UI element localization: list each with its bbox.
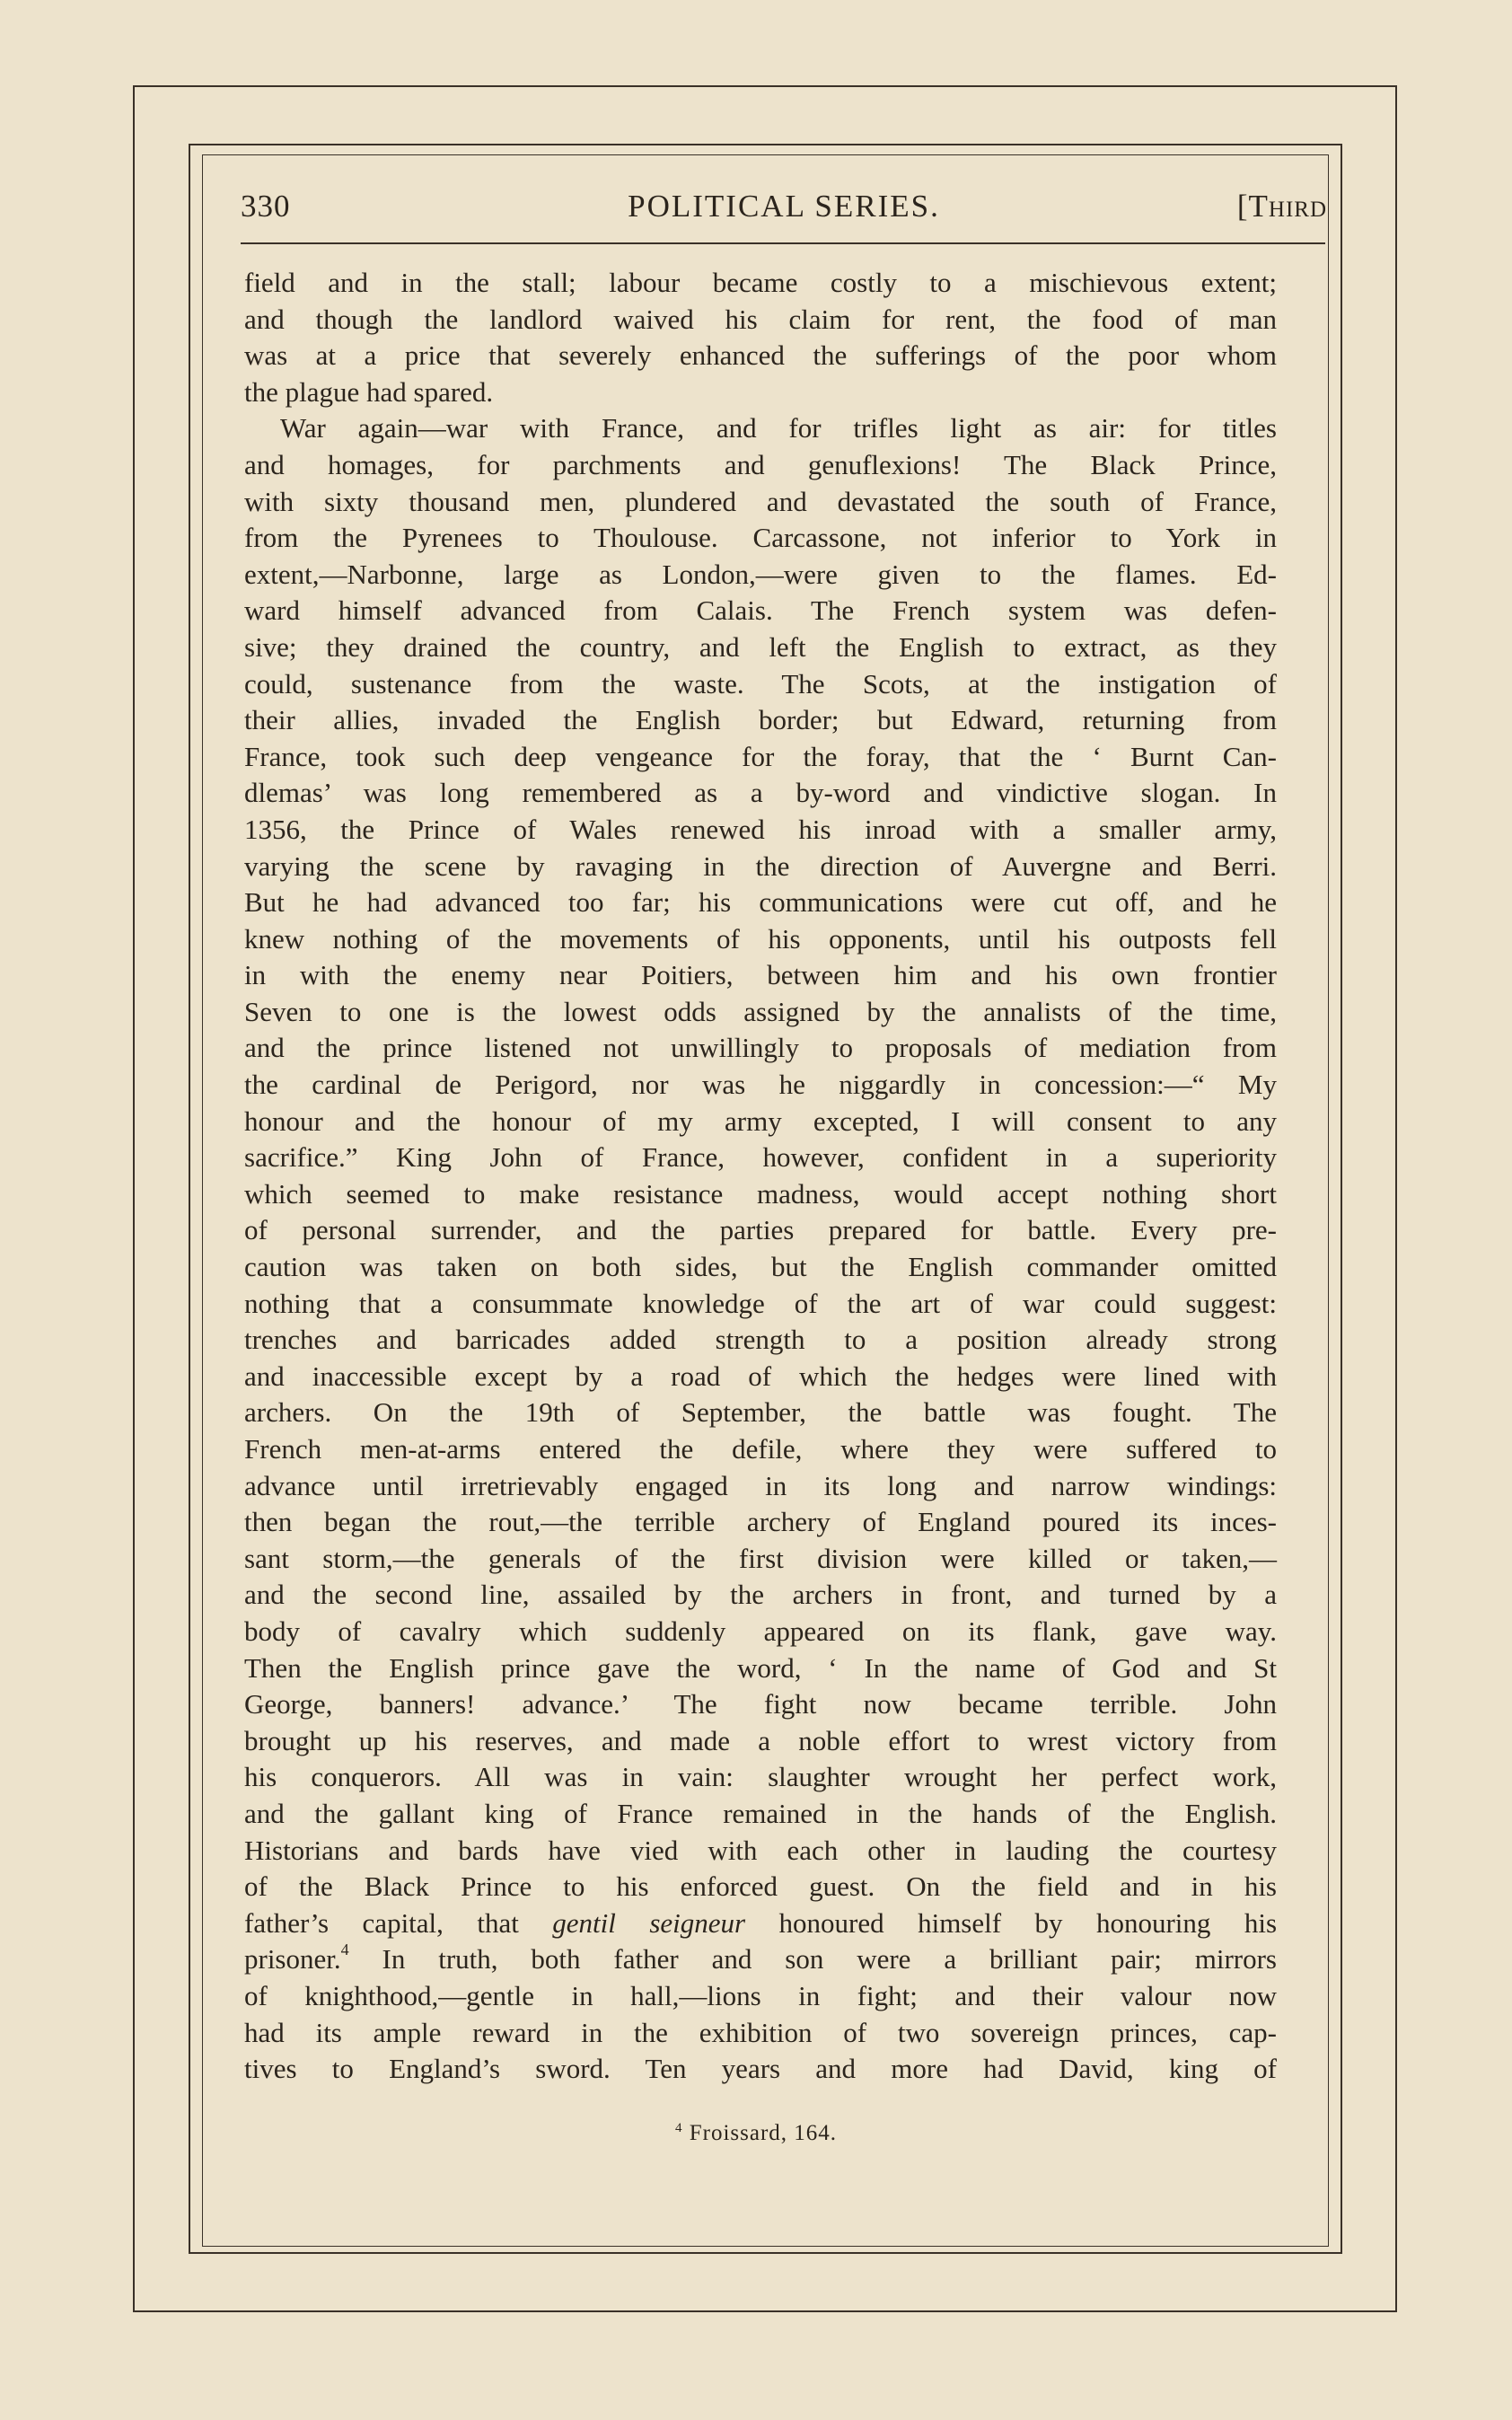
text-line: 1356, the Prince of Wales renewed his inroad with a smaller army,: [244, 813, 1277, 845]
text-line: had its ample reward in the exhibition of two sovereign princes, cap-: [244, 2016, 1277, 2048]
running-head-right: [1237, 189, 1327, 224]
text-line: field and in the stall; labour became costly to a mischievous extent;: [244, 267, 1277, 298]
text-line: sive; they drained the country, and left the English to extract, as they: [244, 630, 1277, 663]
text-line: knew nothing of the movements of his opponents, until his outposts fell: [244, 922, 1277, 955]
text-line-with-footnote-ref: [244, 1941, 1277, 1978]
text-line: archers. On the 19th of September, the battle was fought. The: [244, 1396, 1277, 1429]
text-line: their allies, invaded the English border; but Edward, returning from: [244, 704, 1277, 736]
running-title: POLITICAL SERIES.: [628, 189, 940, 224]
text-line: brought up his reserves, and made a noble effort to wrest victory from: [244, 1724, 1277, 1756]
italic-phrase: gentil seigneur: [552, 1906, 746, 1939]
page-number: 330: [241, 189, 291, 224]
text-line: extent,—Narbonne, large as London,—were given to the flames. Ed-: [244, 558, 1277, 590]
text-line: and the second line, assailed by the archers in front, and turned by a: [244, 1579, 1277, 1611]
line-segment: father’s capital, that: [244, 1906, 553, 1939]
text-line: the cardinal de Perigord, nor was he niggardly in concession:—“ My: [244, 1069, 1277, 1101]
text-line: could, sustenance from the waste. The Scots, at the instigation of: [244, 667, 1277, 700]
text-line: body of cavalry which suddenly appeared on its flank, gave way.: [244, 1615, 1277, 1647]
text-line: advance until irretrievably engaged in its long and narrow windings:: [244, 1469, 1277, 1501]
text-line: the plague had spared.: [244, 375, 494, 408]
text-line: and the prince listened not unwillingly to proposals of mediation from: [244, 1032, 1277, 1064]
header-rule: [241, 242, 1325, 244]
paragraph-1: [244, 265, 1277, 410]
line-segment: In truth, both father and son were a brilliant pair; mirrors: [348, 1943, 1277, 1976]
text-line: and homages, for parchments and genuflexions! The Black Prince,: [244, 448, 1277, 480]
paragraph-2: [244, 410, 1277, 2087]
text-line-with-italic: [244, 1905, 1277, 1942]
text-line: from the Pyrenees to Thoulouse. Carcassone, not inferior to York in: [244, 522, 1277, 554]
running-head-small-caps: HIRD: [1268, 198, 1327, 222]
body-text: [244, 265, 1277, 2088]
text-line: and inaccessible except by a road of which the hedges were lined with: [244, 1360, 1277, 1392]
text-line: Seven to one is the lowest odds assigned by the annalists of the time,: [244, 995, 1277, 1027]
text-line: ward himself advanced from Calais. The French system was defen-: [244, 594, 1277, 627]
page-header: [241, 189, 1327, 242]
text-line: sant storm,—the generals of the first division were killed or taken,—: [244, 1542, 1277, 1574]
text-line: honour and the honour of my army excepted, I will consent to any: [244, 1104, 1277, 1137]
line-segment: honoured himself by honouring his: [745, 1906, 1278, 1939]
text-line: trenches and barricades added strength to a position already strong: [244, 1324, 1277, 1356]
text-line: was at a price that severely enhanced the sufferings of the poor whom: [244, 339, 1277, 372]
text-line: his conquerors. All was in vain: slaughter wrought her perfect work,: [244, 1761, 1277, 1793]
line-segment: prisoner.: [244, 1943, 341, 1976]
text-line: caution was taken on both sides, but the English commander omitted: [244, 1251, 1277, 1283]
text-line: Then the English prince gave the word, ‘ In the name of God and St: [244, 1651, 1277, 1684]
text-line: War again—war with France, and for trifles light as air: for titles: [280, 412, 1277, 444]
text-line: French men-at-arms entered the defile, where they were suffered to: [244, 1433, 1277, 1465]
text-line: and though the landlord waived his claim for rent, the food of man: [244, 303, 1277, 335]
text-line: George, banners! advance.’ The fight now became terrible. John: [244, 1688, 1277, 1720]
text-line: of knighthood,—gentle in hall,—lions in fight; and their valour now: [244, 1979, 1277, 2011]
text-line: and the gallant king of France remained in the hands of the English.: [244, 1797, 1277, 1829]
text-line: varying the scene by ravaging in the direction of Auvergne and Berri.: [244, 849, 1277, 882]
footnote-mark: 4: [674, 2121, 683, 2135]
text-line: of personal surrender, and the parties prepared for battle. Every pre-: [244, 1214, 1277, 1246]
text-line: then began the rout,—the terrible archery of England poured its inces-: [244, 1506, 1277, 1538]
footnote-reference: 4: [340, 1940, 349, 1959]
text-line: France, took such deep vengeance for the foray, that the ‘ Burnt Can-: [244, 740, 1277, 772]
text-line: dlemas’ was long remembered as a by-word and vindictive slogan. In: [244, 777, 1277, 809]
running-head-bracket: [T: [1236, 189, 1269, 224]
text-line: tives to England’s sword. Ten years and more had David, king of: [244, 2053, 1277, 2085]
footnote: [0, 2121, 1512, 2146]
text-line: of the Black Prince to his enforced guest. On the field and in his: [244, 1870, 1277, 1903]
text-line: which seemed to make resistance madness, would accept nothing short: [244, 1177, 1277, 1210]
text-line: in with the enemy near Poitiers, between him and his own frontier: [244, 959, 1277, 991]
footnote-text: Froissard, 164.: [682, 2121, 838, 2145]
text-line: sacrifice.” King John of France, however, confident in a superiority: [244, 1141, 1277, 1174]
text-line: nothing that a consummate knowledge of the art of war could suggest:: [244, 1287, 1277, 1319]
text-line: with sixty thousand men, plundered and devastated the south of France,: [244, 485, 1277, 517]
text-line: But he had advanced too far; his communications were cut off, and he: [244, 886, 1277, 919]
text-line: Historians and bards have vied with each other in lauding the courtesy: [244, 1834, 1277, 1866]
